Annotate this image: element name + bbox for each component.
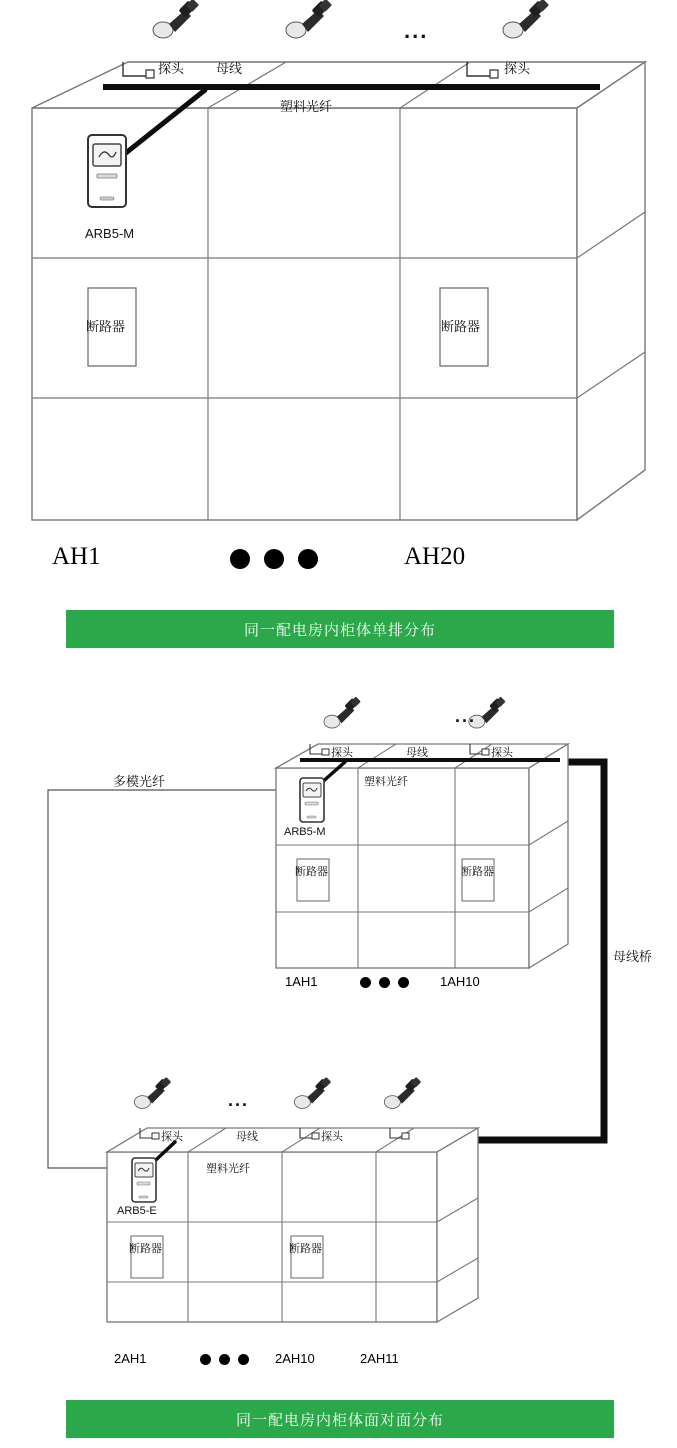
label-bottom-breaker-left: 断路器 [129, 1243, 162, 1255]
cabinet-label-2ah10: 2AH10 [275, 1351, 315, 1366]
cabinet-label-2ah1: 2AH1 [114, 1351, 147, 1366]
top-probe-ellipsis-2: ... [455, 706, 477, 726]
top-probe-ellipsis: ... [404, 18, 429, 43]
label-top-breaker-right: 断路器 [461, 866, 494, 878]
label-device-arb5m: ARB5-M [85, 226, 135, 241]
cabinet-label-1ah1: 1AH1 [285, 974, 318, 989]
label-multimode-fiber: 多模光纤 [113, 774, 166, 789]
diagram1-cabinet-row [32, 0, 645, 520]
label-busbar-bridge: 母线桥 [613, 949, 653, 964]
label-breaker-right: 断路器 [441, 319, 481, 334]
label-bottom-probe-right: 探头 [321, 1131, 343, 1143]
label-probe-right: 探头 [504, 61, 531, 76]
label-probe-left: 探头 [158, 61, 185, 76]
label-top-device-arb5m: ARB5-M [284, 826, 326, 838]
label-top-plastic-fiber: 塑料光纤 [364, 776, 408, 788]
label-bottom-device-arb5e: ARB5-E [117, 1205, 157, 1217]
diagram2-multimode-fiber [48, 790, 300, 1168]
top-cabinet-ellipsis-dots [360, 977, 409, 988]
label-top-breaker-left: 断路器 [295, 866, 328, 878]
label-bottom-probe-left: 探头 [161, 1131, 183, 1143]
label-breaker-left: 断路器 [86, 319, 126, 334]
label-top-probe-right: 探头 [491, 747, 513, 759]
label-busbar: 母线 [216, 61, 243, 76]
cabinet-label-2ah11: 2AH11 [360, 1351, 399, 1366]
cabinet-ellipsis-dots [230, 549, 318, 569]
label-bottom-busbar: 母线 [236, 1131, 258, 1143]
cabinet-label-1ah10: 1AH10 [440, 974, 480, 989]
label-top-busbar: 母线 [406, 747, 428, 759]
diagram2-bottom-cabinets [107, 1077, 478, 1322]
label-bottom-breaker-right: 断路器 [289, 1243, 322, 1255]
cabinet-label-ah20: AH20 [404, 543, 466, 570]
caption-diagram2: 同一配电房内柜体面对面分布 [66, 1400, 614, 1438]
label-bottom-plastic-fiber: 塑料光纤 [206, 1163, 250, 1175]
bottom-probe-ellipsis: ... [228, 1090, 250, 1110]
cabinet-label-ah1: AH1 [52, 543, 101, 570]
label-top-probe-left: 探头 [331, 747, 353, 759]
bottom-cabinet-ellipsis-dots [200, 1354, 249, 1365]
caption-diagram1: 同一配电房内柜体单排分布 [66, 610, 614, 648]
label-plastic-fiber: 塑料光纤 [280, 99, 333, 114]
